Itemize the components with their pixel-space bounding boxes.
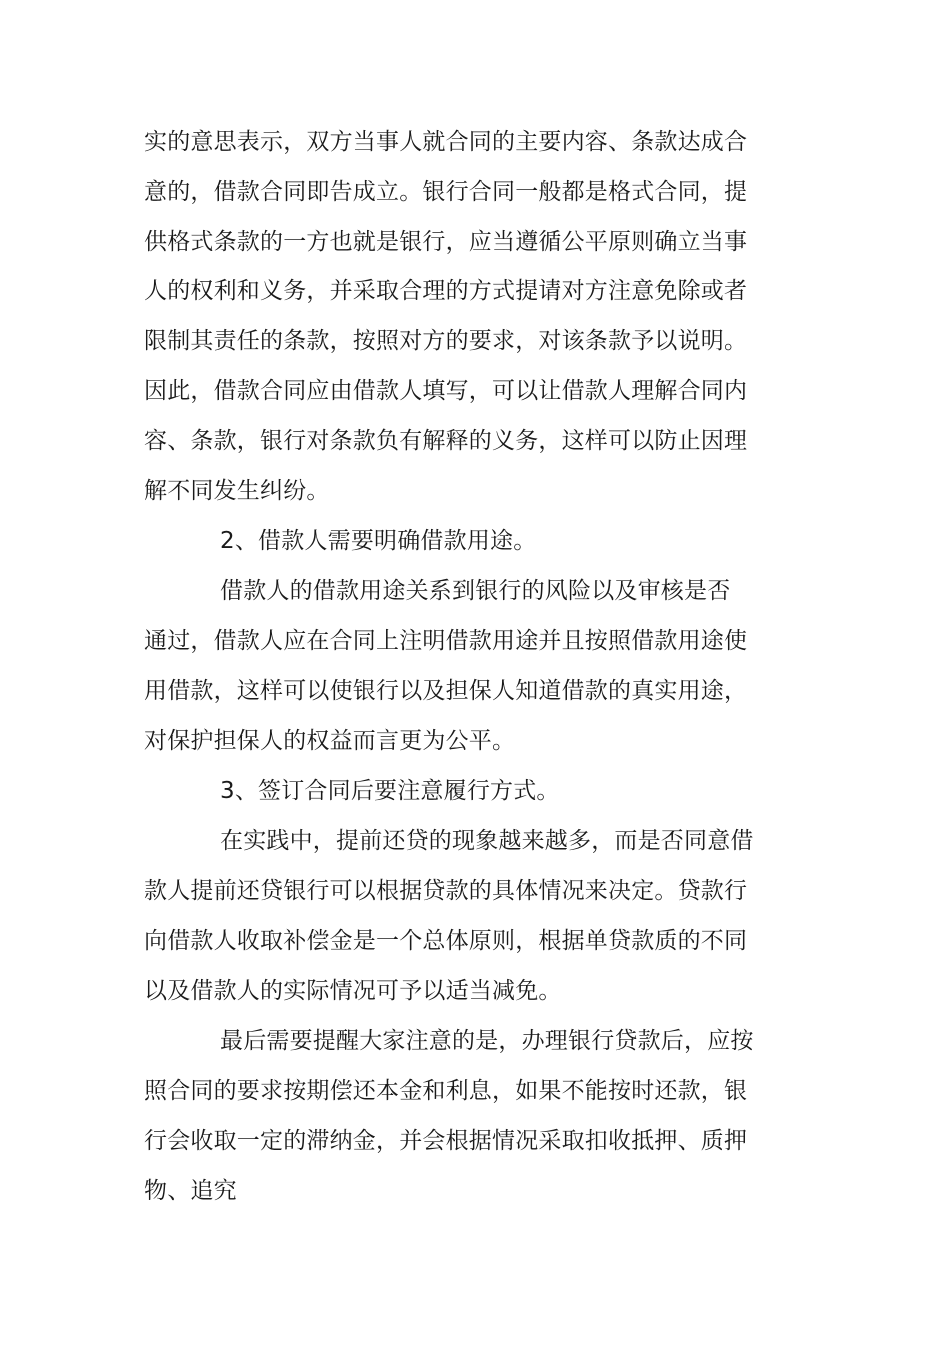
text-line: 供格式条款的一方也就是银行，应当遵循公平原则确立当事 <box>144 229 748 255</box>
text-line: 实的意思表示，双方当事人就合同的主要内容、条款达成合 <box>144 129 748 155</box>
text-line: 用借款，这样可以使银行以及担保人知道借款的真实用途， <box>144 678 748 704</box>
text-line: 容、条款，银行对条款负有解释的义务，这样可以防止因理 <box>144 428 748 454</box>
text-line: 向借款人收取补偿金是一个总体原则，根据单贷款质的不同 <box>144 928 748 954</box>
text-line: 解不同发生纠纷。 <box>144 478 330 504</box>
text-line: 以及借款人的实际情况可予以适当减免。 <box>144 978 562 1004</box>
text-line: 款人提前还贷银行可以根据贷款的具体情况来决定。贷款行 <box>144 878 748 904</box>
text-line: 对保护担保人的权益而言更为公平。 <box>144 728 516 754</box>
text-line: 因此，借款合同应由借款人填写，可以让借款人理解合同内 <box>144 378 748 404</box>
section-heading: 2、借款人需要明确借款用途。 <box>220 528 537 554</box>
text-line: 照合同的要求按期偿还本金和利息，如果不能按时还款，银 <box>144 1078 748 1104</box>
text-line: 意的，借款合同即告成立。银行合同一般都是格式合同，提 <box>144 179 748 205</box>
text-line: 借款人的借款用途关系到银行的风险以及审核是否 <box>220 578 731 604</box>
text-line: 人的权利和义务，并采取合理的方式提请对方注意免除或者 <box>144 278 748 304</box>
text-line: 在实践中，提前还贷的现象越来越多，而是否同意借 <box>220 828 754 854</box>
text-line: 通过，借款人应在合同上注明借款用途并且按照借款用途使 <box>144 628 748 654</box>
text-line: 最后需要提醒大家注意的是，办理银行贷款后，应按 <box>220 1028 754 1054</box>
text-line: 限制其责任的条款，按照对方的要求，对该条款予以说明。 <box>144 328 748 354</box>
section-heading: 3、签订合同后要注意履行方式。 <box>220 778 560 804</box>
text-line: 物、追究 <box>144 1178 237 1204</box>
text-line: 行会收取一定的滞纳金，并会根据情况采取扣收抵押、质押 <box>144 1128 748 1154</box>
